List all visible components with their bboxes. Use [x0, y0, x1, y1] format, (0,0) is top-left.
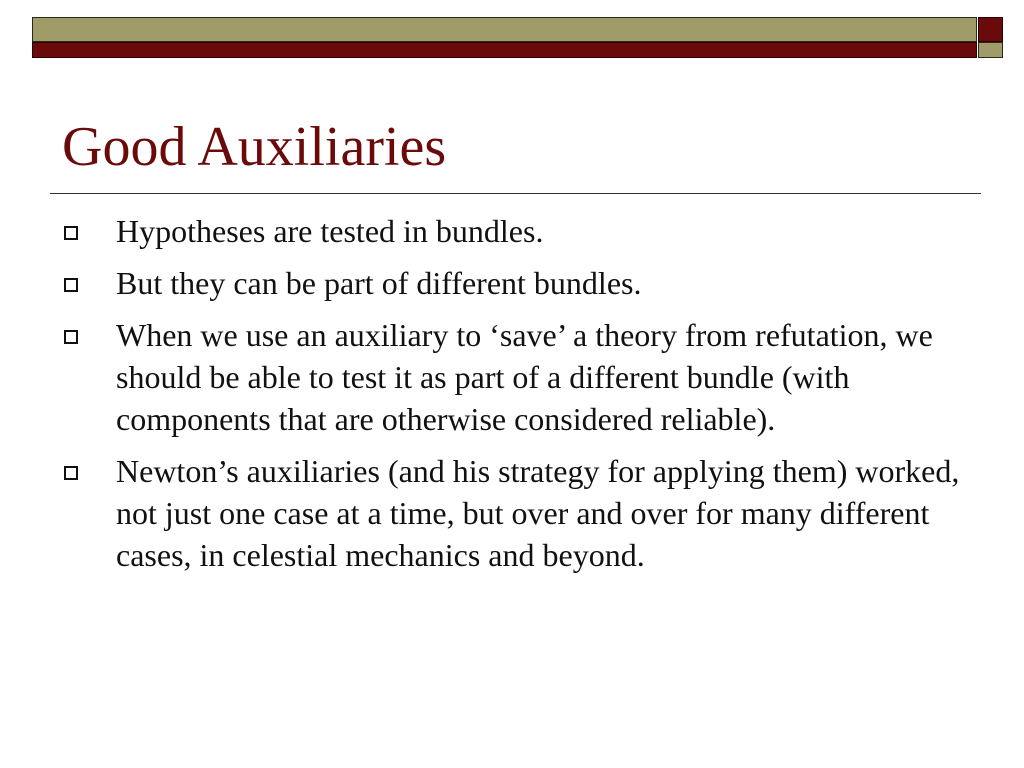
hollow-square-bullet-icon: [64, 466, 78, 480]
bullet-item: [64, 314, 984, 440]
header-square-maroon: [978, 17, 1003, 42]
hollow-square-bullet-icon: [64, 330, 78, 344]
bullet-item: [64, 262, 984, 304]
bullet-list: [64, 210, 984, 586]
title-divider: [50, 193, 981, 194]
bullet-item: [64, 450, 984, 576]
bullet-text: But they can be part of different bundles.: [116, 265, 642, 301]
bullet-item: [64, 210, 984, 252]
header-bar-olive: [32, 17, 977, 42]
hollow-square-bullet-icon: [64, 226, 78, 240]
header-square-olive: [978, 42, 1003, 58]
bullet-text: Hypotheses are tested in bundles.: [116, 213, 544, 249]
header-bar-maroon: [32, 42, 977, 58]
bullet-text: Newton’s auxiliaries (and his strategy for applying them) worked, not just one case at a time, but over and over for many different cases, in celestial mechanics and beyond.: [116, 453, 960, 573]
slide-title: Good Auxiliaries: [62, 116, 447, 178]
hollow-square-bullet-icon: [64, 278, 78, 292]
bullet-text: When we use an auxiliary to ‘save’ a theory from refutation, we should be able to test it as part of a different bundle (with components that are otherwise considered reliable).: [116, 317, 933, 437]
